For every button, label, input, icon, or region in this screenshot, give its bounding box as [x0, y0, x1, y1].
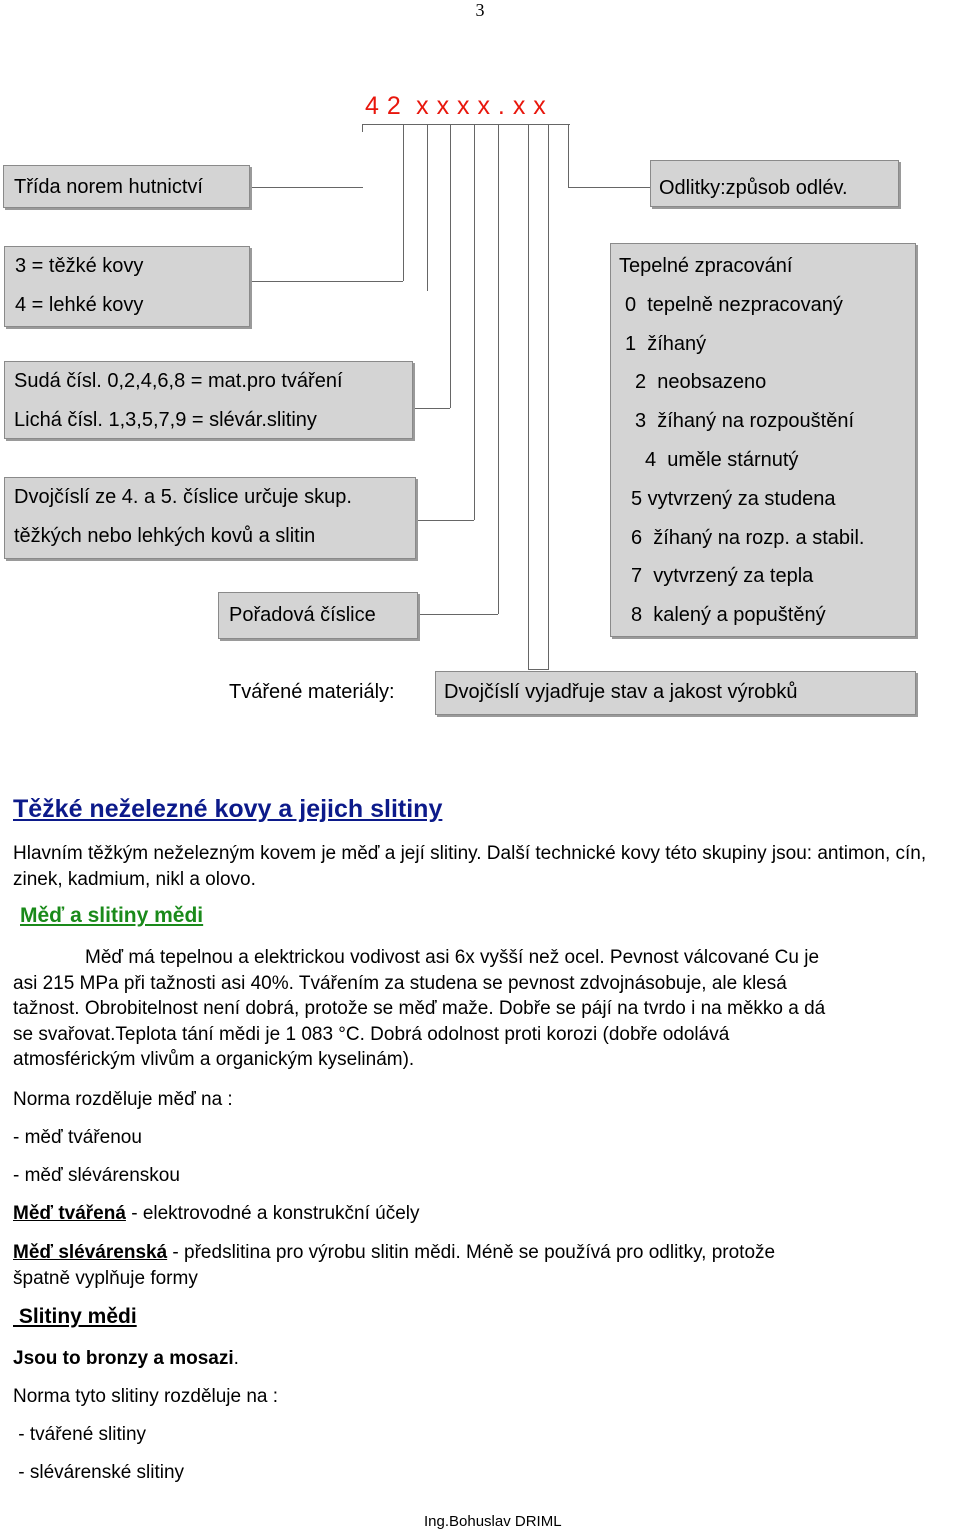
text-line: Měď má tepelnou a elektrickou vodivost asi 6x vyšší než ocel. Pevnost válcované Cu je — [85, 947, 820, 968]
connector-line — [568, 187, 650, 188]
heat-item: 0 tepelně nezpracovaný — [625, 293, 843, 316]
heat-item: 5 vytvrzený za studena — [631, 487, 836, 510]
code-underline — [362, 124, 570, 125]
box-line: Dvojčíslí ze 4. a 5. číslice určuje skup. — [14, 486, 352, 508]
casting-method-box: Odlitky:způsob odlév. — [650, 160, 899, 207]
heat-item: 3 žíhaný na rozpouštění — [635, 410, 855, 433]
connector-line — [413, 408, 450, 409]
alloys-line — [13, 1346, 239, 1372]
connector-line — [250, 281, 403, 282]
cast-copper-label: Měď slévárenská — [13, 1242, 168, 1263]
alloys-item: - slévárenské slitiny — [13, 1462, 185, 1483]
alloys-dot: . — [233, 1348, 239, 1369]
norm-item: - měď tvářenou — [13, 1127, 142, 1148]
box-line: Lichá čísl. 1,3,5,7,9 = slévár.slitiny — [14, 408, 317, 431]
norm-text: Norma rozděluje měď na : — [13, 1089, 233, 1110]
alloys-norm: Norma tyto slitiny rozděluje na : — [13, 1386, 279, 1407]
text-line: atmosférickým vlivům a organickým kyselinám). — [13, 1049, 415, 1070]
formed-copper-text: - elektrovodné a konstrukční účely — [125, 1203, 420, 1224]
heat-treatment-box — [610, 243, 916, 637]
connector-line — [528, 124, 529, 669]
intro-paragraph: Hlavním těžkým neželezným kovem je měď a její slitiny. Další technické kovy této skupiny jsou: antimon, cín, zinek, kadmium, nikl a olovo. — [13, 843, 927, 890]
alloys-item: - tvářené slitiny — [13, 1424, 147, 1445]
parity-box — [4, 361, 413, 439]
connector-line — [362, 124, 363, 132]
alloys-bold: Jsou to bronzy a mosazi — [13, 1348, 234, 1369]
norm-item: - měď slévárenskou — [13, 1165, 180, 1186]
cast-copper-text2: špatně vyplňuje formy — [13, 1267, 198, 1289]
connector-line — [416, 520, 474, 521]
heat-item: 1 žíhaný — [625, 332, 707, 355]
material-code: 4 2 x x x x . x x — [365, 92, 547, 120]
connector-line — [427, 124, 428, 291]
cast-copper-line — [13, 1240, 948, 1291]
order-number-box: Pořadová číslice — [218, 592, 418, 639]
heat-item: 2 neobsazeno — [635, 371, 767, 394]
connector-line — [498, 124, 499, 614]
box-line: těžkých nebo lehkých kovů a slitin — [14, 524, 316, 547]
class-box: Třída norem hutnictví — [3, 165, 250, 208]
box-line: 4 = lehké kovy — [15, 293, 144, 316]
alloys-heading: Slitiny mědi — [13, 1305, 137, 1328]
connector-line — [403, 124, 404, 281]
connector-line — [548, 124, 549, 669]
formed-copper-label: Měď tvářená — [13, 1203, 126, 1224]
metal-type-box — [4, 246, 250, 327]
box-line: 3 = těžké kovy — [15, 255, 144, 277]
connector-line — [474, 124, 475, 520]
heat-item: 8 kalený a popuštěný — [631, 604, 826, 627]
formed-materials-label: Tvářené materiály: — [229, 681, 395, 703]
formed-materials-box: Dvojčíslí vyjadřuje stav a jakost výrobků — [435, 671, 916, 715]
group-box — [4, 477, 416, 559]
connector-line — [418, 614, 498, 615]
heat-item: 6 žíhaný na rozp. a stabil. — [631, 526, 865, 549]
section-heading: Těžké neželezné kovy a jejich slitiny — [13, 795, 443, 823]
connector-line — [450, 124, 451, 408]
formed-copper-line — [13, 1201, 420, 1227]
text-line: se svařovat.Teplota tání mědi je 1 083 °C. Dobrá odolnost proti korozi (dobře odolává — [13, 1023, 730, 1045]
connector-line — [568, 124, 569, 187]
text-line: tažnost. Obrobitelnost není dobrá, protože se měď maže. Dobře se pájí na tvrdo i na měkko a dá — [13, 998, 826, 1019]
copper-heading: Měď a slitiny mědi — [20, 904, 204, 927]
heat-item: 7 vytvrzený za tepla — [631, 565, 814, 588]
text-line: asi 215 MPa při tažnosti asi 40%. Tvářením za studena se pevnost zdvojnásobuje, ale klesá — [13, 972, 787, 994]
box-line: Sudá čísl. 0,2,4,6,8 = mat.pro tváření — [14, 370, 343, 392]
cast-copper-text: - předslitina pro výrobu slitin mědi. Méně se používá pro odlitky, protože — [167, 1242, 776, 1263]
page-number: 3 — [475, 0, 485, 20]
heat-treatment-title: Tepelné zpracování — [619, 255, 793, 277]
connector-line — [528, 669, 549, 670]
footer-author: Ing.Bohuslav DRIML — [424, 1513, 562, 1530]
connector-line — [250, 187, 363, 188]
heat-item: 4 uměle stárnutý — [645, 448, 799, 471]
copper-paragraph — [13, 945, 958, 1073]
